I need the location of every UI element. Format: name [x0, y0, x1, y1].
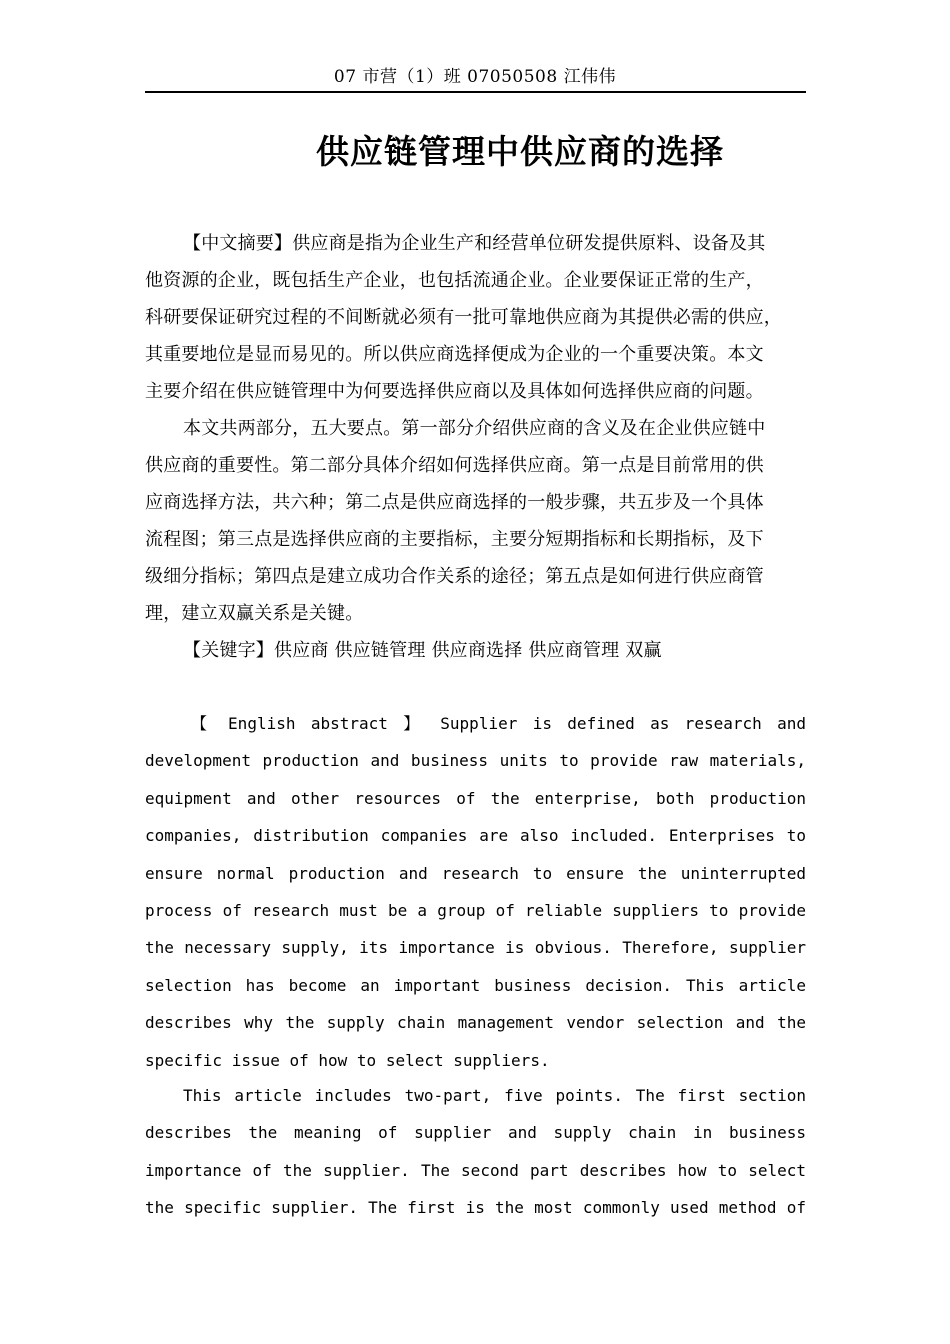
chinese-abstract: [145, 225, 820, 669]
en-abstract-line: development production and business units to provide raw materials,: [145, 751, 806, 771]
cn-abstract-line: 其重要地位是显而易见的。所以供应商选择便成为企业的一个重要决策。本文: [145, 344, 764, 365]
en-abstract-line: process of research must be a group of reliable suppliers to provide: [145, 900, 806, 920]
document-title: 供应链管理中供应商的选择: [316, 132, 724, 171]
cn-summary-line: 应商选择方法，共六种；第二点是供应商选择的一般步骤，共五步及一个具体: [145, 492, 764, 513]
english-abstract: [145, 705, 806, 1079]
cn-summary-line: 供应商的重要性。第二部分具体介绍如何选择供应商。第一点是目前常用的供: [145, 455, 764, 476]
en-summary-line: describes the meaning of supplier and supply chain in business: [145, 1123, 806, 1143]
en-abstract-line: the necessary supply, its importance is obvious. Therefore, supplier: [145, 938, 806, 958]
cn-summary-line: 理，建立双赢关系是关键。: [145, 603, 364, 624]
en-abstract-line: describes why the supply chain management vendor selection and the: [145, 1013, 806, 1033]
page-header: 07 市营（1）班 07050508 江伟伟: [333, 67, 617, 87]
cn-abstract-line: 主要介绍在供应链管理中为何要选择供应商以及具体如何选择供应商的问题。: [145, 381, 764, 402]
en-abstract-line: equipment and other resources of the enterprise, both production: [145, 788, 806, 808]
en-abstract-line: specific issue of how to select suppliers.: [145, 1050, 550, 1070]
header-divider: [145, 91, 806, 93]
en-abstract-line: companies, distribution companies are also included. Enterprises to: [145, 826, 806, 846]
en-summary-line: importance of the supplier. The second part describes how to select: [145, 1160, 806, 1180]
en-abstract-line: 【 English abstract 】 Supplier is defined as research and: [191, 714, 806, 733]
cn-abstract-line: 他资源的企业，既包括生产企业，也包括流通企业。企业要保证正常的生产，: [145, 270, 764, 291]
en-abstract-line: selection has become an important business decision. This article: [145, 975, 806, 995]
keywords-line: 【关键字】供应商 供应链管理 供应商选择 供应商管理 双赢: [183, 640, 662, 661]
cn-summary-line: 本文共两部分，五大要点。第一部分介绍供应商的含义及在企业供应链中: [183, 418, 766, 439]
english-summary: [145, 1077, 806, 1227]
cn-summary-line: 级细分指标；第四点是建立成功合作关系的途径；第五点是如何进行供应商管: [145, 566, 764, 587]
cn-abstract-line: 科研要保证研究过程的不间断就必须有一批可靠地供应商为其提供必需的供应，: [145, 307, 782, 328]
en-abstract-line: ensure normal production and research to ensure the uninterrupted: [145, 863, 806, 883]
en-summary-line: This article includes two-part, five points. The first section: [183, 1086, 806, 1105]
en-summary-line: the specific supplier. The first is the most commonly used method of: [145, 1198, 806, 1218]
cn-summary-line: 流程图；第三点是选择供应商的主要指标，主要分短期指标和长期指标，及下: [145, 529, 764, 550]
cn-abstract-line: 【中文摘要】供应商是指为企业生产和经营单位研发提供原料、设备及其: [183, 233, 766, 254]
